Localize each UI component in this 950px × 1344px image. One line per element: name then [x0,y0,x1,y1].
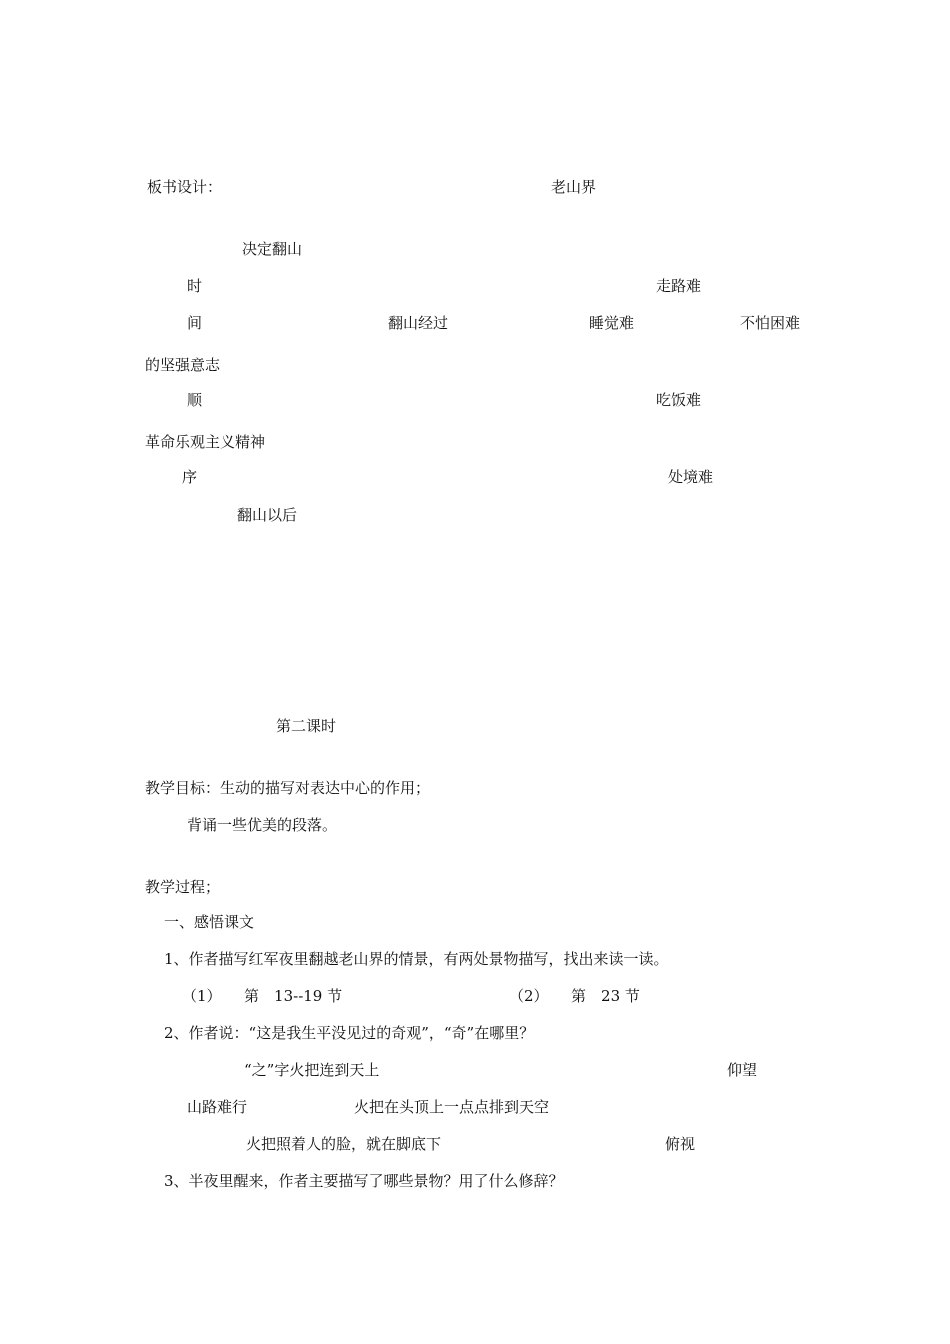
board-order-4: 序 [182,468,198,486]
board-order-3: 顺 [187,391,203,409]
goal-line-1: 教学目标：生动的描写对表达中心的作用； [145,779,431,797]
board-label: 板书设计： [147,178,223,196]
board-title: 老山界 [551,178,597,196]
process-label: 教学过程； [145,878,221,896]
board-walk: 走路难 [656,277,702,295]
question-3: 3、半夜里醒来，作者主要描写了哪些景物？用了什么修辞？ [164,1172,564,1190]
section-1-heading: 一、感悟课文 [164,913,255,931]
question-2-line-2: 火把在头顶上一点点排到天空 [354,1098,550,1116]
board-eat: 吃饭难 [656,391,702,409]
board-order-2: 间 [187,314,203,332]
board-situation: 处境难 [668,468,714,486]
board-process: 翻山经过 [388,314,449,332]
question-2-look-down: 俯视 [665,1135,696,1153]
board-brave: 不怕困难 [740,314,801,332]
question-2-look-up: 仰望 [727,1061,758,1079]
question-2-line-1: “之”字火把连到天上 [244,1061,380,1079]
board-after: 翻山以后 [237,506,298,524]
board-order-1: 时 [187,277,203,295]
board-spirit: 革命乐观主义精神 [145,433,266,451]
question-1-answer-a: （1） 第 13--19 节 [182,987,343,1005]
question-2: 2、作者说：“这是我生平没见过的奇观”，“奇”在哪里？ [164,1024,535,1042]
question-1: 1、作者描写红军夜里翻越老山界的情景，有两处景物描写，找出来读一读。 [164,950,669,968]
question-2-road: 山路难行 [187,1098,248,1116]
board-sleep: 睡觉难 [589,314,635,332]
lesson2-heading: 第二课时 [276,717,337,735]
board-decide: 决定翻山 [242,240,303,258]
question-1-answer-b: （2） 第 23 节 [509,987,640,1005]
goal-line-2: 背诵一些优美的段落。 [187,816,338,834]
board-will: 的坚强意志 [145,356,221,374]
question-2-line-3: 火把照着人的脸，就在脚底下 [246,1135,442,1153]
